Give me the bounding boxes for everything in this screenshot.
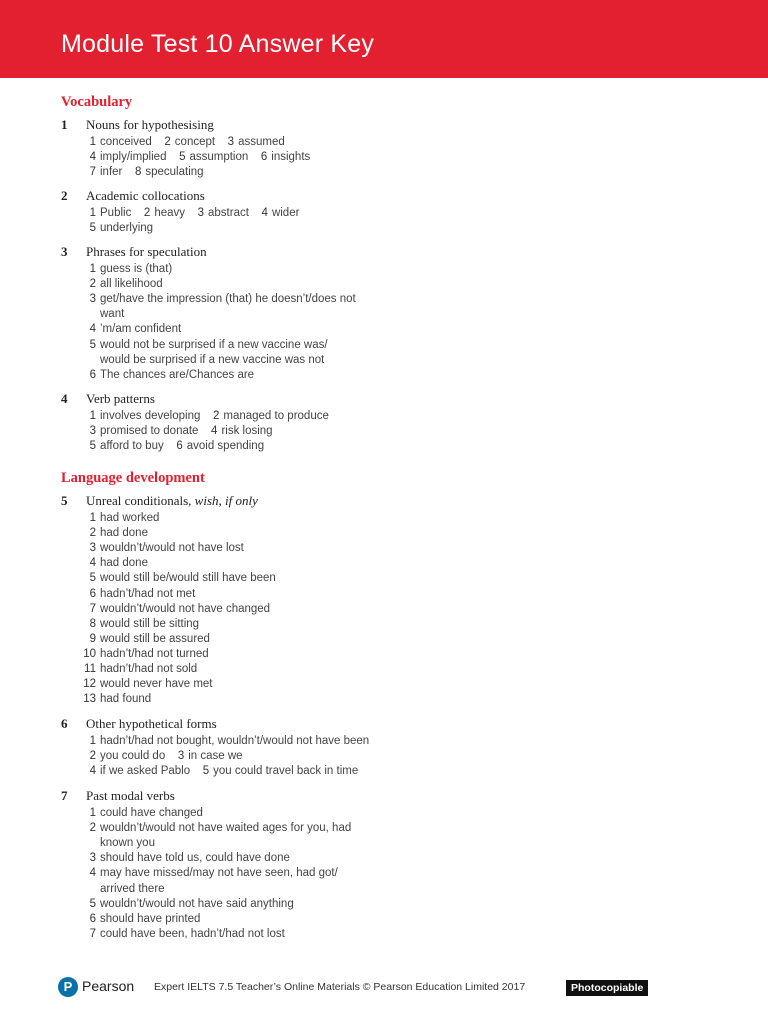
exercise-title: Phrases for speculation: [86, 244, 207, 259]
answer-number: 4: [89, 323, 96, 336]
answer-text: concept: [174, 136, 216, 148]
answer-text: insights: [271, 151, 311, 164]
answer-text: guess is (that): [100, 263, 173, 275]
answer-number: 3: [89, 293, 96, 306]
answer-number: 3: [89, 425, 96, 438]
answer-line: [86, 339, 328, 351]
page-title: Module Test 10 Answer Key: [61, 30, 375, 58]
answer-line: [86, 440, 264, 452]
exercise-number: 2: [61, 188, 68, 203]
answer-text: risk losing: [221, 425, 273, 438]
answer-number: 10: [83, 647, 96, 660]
answer-text: should have told us, could have done: [100, 852, 290, 865]
answer-line: [86, 293, 356, 305]
pearson-logo-text: Pearson: [82, 978, 135, 994]
answer-number: 2: [212, 410, 220, 422]
answer-number: 1: [89, 207, 96, 219]
answer-line: [86, 913, 200, 925]
answer-number: 4: [89, 557, 96, 570]
answer-number: 4: [261, 207, 268, 219]
answer-number: 2: [89, 278, 96, 291]
exercise-number: 3: [61, 244, 68, 259]
answer-number: 1: [89, 512, 96, 524]
answer-number: 6: [176, 440, 183, 453]
answer-line: [80, 648, 209, 660]
answer-text: speculating: [145, 166, 204, 179]
answer-number: 8: [89, 617, 96, 630]
answer-text: you could do: [100, 750, 166, 763]
answer-text: afford to buy: [100, 440, 164, 453]
answer-text: had worked: [100, 512, 160, 524]
answer-text: conceived: [100, 136, 152, 148]
answer-line: [80, 618, 199, 630]
answer-line: [86, 207, 299, 219]
copyright-text: Expert IELTS 7.5 Teacher’s Online Materials © Pearson Education Limited 2017: [154, 981, 526, 993]
answer-number: 7: [89, 927, 96, 940]
exercise-title-italic: wish, if only: [194, 493, 258, 508]
answer-line: [86, 166, 204, 178]
answer-text: underlying: [100, 222, 154, 235]
exercise-title: Verb patterns: [86, 391, 155, 406]
answer-continuation: would be surprised if a new vaccine was not: [100, 353, 325, 366]
exercise-title: Past modal verbs: [86, 788, 175, 803]
answer-line: [86, 278, 163, 290]
answer-line: [86, 323, 181, 335]
answer-line: [80, 542, 244, 554]
answer-text: Public: [100, 207, 132, 219]
exercise-title: Academic collocations: [86, 188, 205, 203]
answer-line: [86, 151, 310, 163]
answer-continuation: known you: [100, 837, 155, 850]
answer-number: 8: [134, 166, 142, 179]
section-title: Language development: [61, 470, 205, 486]
answer-number: 5: [89, 572, 96, 585]
answer-number: 5: [89, 440, 96, 453]
exercise-title: Nouns for hypothesising: [86, 117, 214, 132]
answer-number: 7: [89, 602, 96, 615]
answer-text: avoid spending: [186, 440, 265, 453]
answer-line: [80, 663, 197, 675]
answer-number: 3: [177, 750, 185, 763]
answer-text: The chances are/Chances are: [100, 368, 255, 381]
exercise-number: 5: [61, 493, 68, 508]
answer-number: 5: [89, 222, 96, 235]
answer-line: [86, 928, 285, 940]
exercise-title: Other hypothetical forms: [86, 716, 217, 731]
answer-number: 1: [89, 410, 96, 422]
answer-line: [80, 693, 151, 705]
answer-line: [86, 369, 254, 381]
answer-number: 4: [89, 765, 96, 778]
answer-text: wouldn’t/would not have waited ages for you, had: [100, 822, 352, 835]
exercise-number: 6: [61, 716, 68, 731]
answer-number: 5: [202, 765, 210, 778]
answer-text: would still be sitting: [100, 617, 200, 630]
pearson-logo-icon: P: [58, 977, 78, 997]
answer-line: [86, 765, 358, 777]
answer-text: abstract: [208, 207, 249, 219]
header-banner: [0, 0, 768, 78]
answer-number: 6: [89, 912, 96, 925]
answer-number: 4: [89, 867, 96, 880]
exercise-number: 4: [61, 391, 68, 406]
answer-text: promised to donate: [100, 425, 199, 438]
answer-number: 11: [84, 663, 96, 675]
answer-line: [86, 852, 290, 864]
answer-number: 12: [83, 678, 96, 691]
answer-text: would still be assured: [100, 632, 210, 645]
answer-text: all likelihood: [100, 278, 163, 291]
answer-continuation: want: [100, 308, 125, 321]
answer-text: infer: [100, 166, 123, 179]
answer-line: [86, 750, 243, 762]
answer-line: [80, 588, 195, 600]
answer-continuation: arrived there: [100, 882, 165, 895]
answer-text: you could travel back in time: [213, 765, 359, 778]
answer-text: may have missed/may not have seen, had got/: [100, 867, 338, 880]
answer-text: imply/implied: [100, 151, 167, 164]
answer-text: assumed: [238, 136, 285, 148]
answer-text: could have changed: [100, 807, 203, 819]
answer-text: get/have the impression (that) he doesn’t/does not: [100, 293, 356, 306]
answer-line: [86, 263, 172, 275]
answer-text: ’m/am confident: [100, 323, 182, 336]
answer-number: 3: [89, 852, 96, 865]
answer-number: 1: [89, 807, 96, 819]
answer-text: wouldn’t/would not have lost: [100, 542, 244, 555]
answer-line: [80, 603, 270, 615]
exercise-title: Unreal conditionals, wish, if only: [86, 493, 258, 508]
answer-text: should have printed: [100, 912, 201, 925]
answer-text: had done: [100, 527, 148, 540]
answer-line: [86, 222, 153, 234]
answer-line: [86, 898, 294, 910]
answer-line: [80, 633, 210, 645]
answer-line: [86, 807, 203, 819]
answer-text: wouldn’t/would not have changed: [100, 602, 271, 615]
answer-line: [80, 512, 159, 524]
answer-line: [86, 410, 329, 422]
answer-line: [80, 572, 276, 584]
answer-number: 6: [260, 151, 268, 164]
exercise-number: 1: [61, 117, 68, 132]
answer-number: 3: [197, 207, 205, 219]
footer: [0, 968, 768, 1008]
answer-text: wouldn’t/would not have said anything: [100, 897, 294, 910]
answer-text: hadn’t/had not bought, wouldn’t/would not have been: [100, 735, 370, 747]
answer-text: if we asked Pablo: [100, 765, 191, 778]
answer-text: had found: [100, 693, 152, 706]
answer-number: 2: [89, 750, 96, 763]
answer-number: 3: [227, 136, 235, 148]
answer-number: 2: [89, 822, 96, 835]
answer-line: [86, 822, 351, 834]
answer-number: 5: [89, 338, 96, 351]
answer-text: involves developing: [100, 410, 201, 422]
answer-number: 4: [211, 425, 218, 438]
answer-line: [80, 678, 213, 690]
answer-number: 5: [179, 151, 186, 164]
answer-number: 1: [89, 136, 96, 148]
answer-text: would not be surprised if a new vaccine was/: [100, 338, 328, 351]
answer-line: [86, 735, 369, 747]
answer-number: 9: [89, 632, 96, 645]
answer-text: managed to produce: [223, 410, 329, 422]
answer-number: 1: [89, 263, 96, 275]
answer-text: hadn’t/had not turned: [100, 647, 209, 660]
answer-text: in case we: [188, 750, 243, 763]
section-title: Vocabulary: [61, 94, 133, 110]
answer-number: 4: [89, 151, 96, 164]
answer-text: heavy: [154, 207, 186, 219]
answer-number: 7: [89, 166, 96, 179]
answer-text: hadn’t/had not sold: [100, 663, 198, 675]
answer-number: 2: [143, 207, 151, 219]
answer-number: 5: [89, 897, 96, 910]
answer-line: [86, 136, 285, 148]
answer-number: 2: [164, 136, 171, 148]
answer-number: 1: [89, 735, 96, 747]
answer-number: 6: [89, 368, 96, 381]
answer-line: [86, 867, 338, 879]
answer-number: 6: [89, 587, 96, 600]
answer-text: could have been, hadn’t/had not lost: [100, 927, 285, 940]
photocopiable-badge: Photocopiable: [566, 980, 648, 996]
answer-text: assumption: [189, 151, 249, 164]
answer-line: [80, 557, 148, 569]
answer-line: [86, 425, 273, 437]
answer-text: would still be/would still have been: [100, 572, 276, 585]
answer-number: 13: [83, 693, 96, 706]
exercise-number: 7: [61, 788, 68, 803]
answer-text: would never have met: [100, 678, 213, 691]
answer-number: 2: [89, 527, 96, 540]
answer-line: [80, 527, 148, 539]
answer-text: wider: [271, 207, 300, 219]
answer-text: had done: [100, 557, 148, 570]
answer-text: hadn’t/had not met: [100, 587, 196, 600]
answer-number: 3: [89, 542, 96, 555]
